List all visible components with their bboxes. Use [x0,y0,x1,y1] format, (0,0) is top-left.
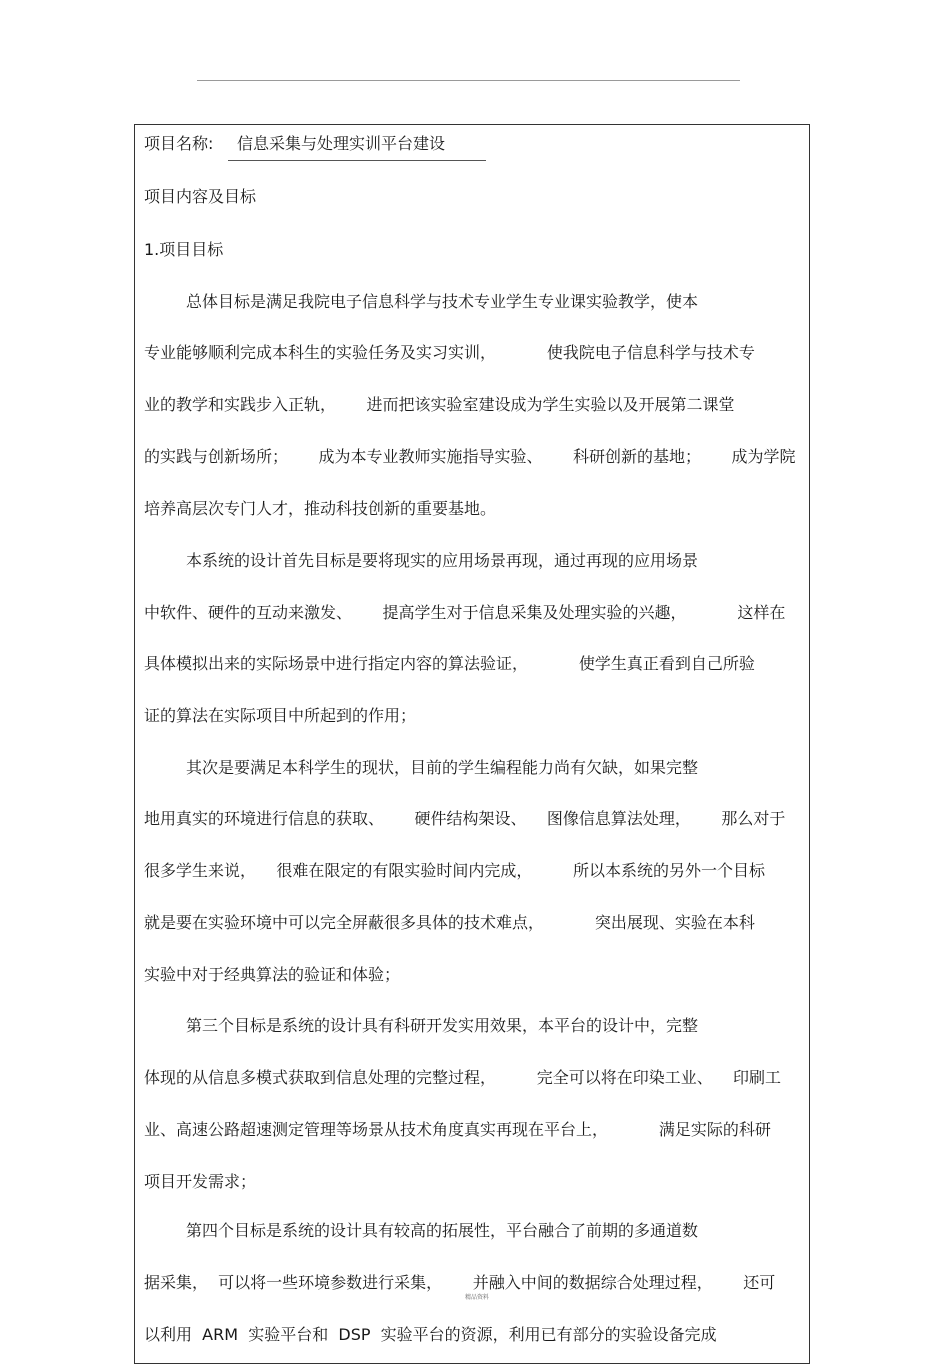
paragraph-line: 体现的从信息多模式获取到信息处理的完整过程， 完全可以将在印染工业、 印刷工 [144,1068,782,1087]
paragraph-line: 第四个目标是系统的设计具有较高的拓展性，平台融合了前期的多通道数 [186,1221,699,1240]
project-name-label: 项目名称: [144,134,214,153]
paragraph-line: 业的教学和实践步入正轨， 进而把该实验室建设成为学生实验以及开展第二课堂 [144,395,735,414]
paragraph-line: 第三个目标是系统的设计具有科研开发实用效果，本平台的设计中，完整 [186,1016,699,1035]
paragraph-line: 中软件、硬件的互动来激发、 提高学生对于信息采集及处理实验的兴趣， 这样在 [144,603,786,622]
paragraph-line: 实验中对于经典算法的验证和体验； [144,965,401,984]
header-rule [197,80,740,81]
paragraph-line: 具体模拟出来的实际场景中进行指定内容的算法验证， 使学生真正看到自己所验 [144,654,755,673]
paragraph-line: 其次是要满足本科学生的现状，目前的学生编程能力尚有欠缺，如果完整 [186,758,699,777]
project-name-value: 信息采集与处理实训平台建设 [237,134,446,153]
paragraph-line: 项目开发需求； [144,1172,257,1191]
paragraph-line: 证的算法在实际项目中所起到的作用； [144,706,417,725]
subsection-title: 1.项目目标 [144,240,224,259]
paragraph-line: 就是要在实验环境中可以完全屏蔽很多具体的技术难点， 突出展现、实验在本科 [144,913,755,932]
footer-watermark: 精品资料 [465,1294,490,1301]
paragraph-line: 的实践与创新场所； 成为本专业教师实施指导实验、 科研创新的基地； 成为学院 [144,447,796,466]
section-title: 项目内容及目标 [144,187,257,206]
paragraph-line: 业、高速公路超速测定管理等场景从技术角度真实再现在平台上， 满足实际的科研 [144,1120,771,1139]
project-name-underline [228,160,486,161]
paragraph-line: 以利用 ARM 实验平台和 DSP 实验平台的资源，利用已有部分的实验设备完成 [144,1325,717,1344]
paragraph-line: 本系统的设计首先目标是要将现实的应用场景再现，通过再现的应用场景 [186,551,699,570]
paragraph-line: 专业能够顺利完成本科生的实验任务及实习实训， 使我院电子信息科学与技术专 [144,343,755,362]
paragraph-line: 培养高层次专门人才，推动科技创新的重要基地。 [144,499,497,518]
paragraph-line: 总体目标是满足我院电子信息科学与技术专业学生专业课实验教学，使本 [186,292,699,311]
paragraph-line: 据采集， 可以将一些环境参数进行采集， 并融入中间的数据综合处理过程， 还可 [144,1273,776,1292]
paragraph-line: 很多学生来说， 很难在限定的有限实验时间内完成， 所以本系统的另外一个目标 [144,861,766,880]
paragraph-line: 地用真实的环境进行信息的获取、 硬件结构架设、 图像信息算法处理， 那么对于 [144,809,786,828]
